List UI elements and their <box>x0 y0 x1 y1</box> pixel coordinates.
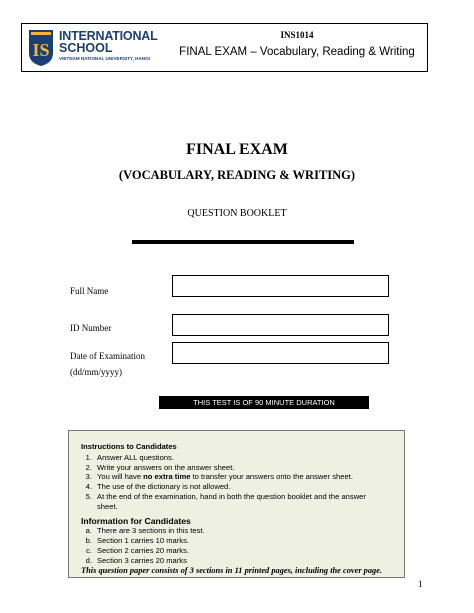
date-format-label: (dd/mm/yyyy) <box>70 367 122 377</box>
page-title: FINAL EXAM <box>186 141 288 158</box>
list-item-number: b. <box>85 536 92 546</box>
course-code: INS1014 <box>280 30 314 40</box>
duration-banner: THIS TEST IS OF 90 MINUTE DURATION <box>159 396 369 409</box>
list-item-number: d. <box>85 555 92 565</box>
full-name-field[interactable] <box>172 275 389 297</box>
information-heading: Information for Candidates <box>81 515 191 526</box>
list-item-text: Section 2 carries 20 marks. <box>97 545 190 555</box>
list-item-text: Section 3 carries 20 marks <box>97 555 187 565</box>
list-item-number: 3. <box>85 472 92 482</box>
list-item <box>81 536 404 546</box>
full-name-label: Full Name <box>70 286 109 296</box>
svg-text:IS: IS <box>32 40 50 60</box>
paper-info-note: This question paper consists of 3 sections in 11 printed pages, including the cover page. <box>81 565 383 575</box>
list-item-text: Answer ALL questions. <box>97 452 174 462</box>
list-item <box>81 453 404 463</box>
list-item-emphasis: no extra time <box>143 472 191 482</box>
list-item-text: Section 1 carries 10 marks. <box>97 536 190 546</box>
list-item-text <box>97 472 404 482</box>
instructions-box <box>68 430 405 578</box>
id-number-label: ID Number <box>70 323 112 333</box>
page-number: 1 <box>418 579 423 589</box>
list-item-text-pre: You will have <box>97 472 144 482</box>
list-item-number: 1. <box>85 452 92 462</box>
list-item-text-post: to transfer your answers onto the answer sheet. <box>190 472 353 482</box>
id-number-field[interactable] <box>172 314 389 336</box>
list-item-text: The use of the dictionary is not allowed. <box>97 482 231 492</box>
list-item-text: Write your answers on the answer sheet. <box>97 462 235 472</box>
instructions-heading: Instructions to Candidates <box>81 442 177 451</box>
list-item <box>81 463 404 473</box>
booklet-label: QUESTION BOOKLET <box>187 208 287 219</box>
list-item <box>81 472 404 482</box>
list-item <box>81 546 404 556</box>
list-item <box>81 492 404 512</box>
page-subtitle: (VOCABULARY, READING & WRITING) <box>118 168 356 182</box>
list-item-number: a. <box>85 526 92 536</box>
shield-icon <box>28 29 54 67</box>
list-item-number: 2. <box>85 462 92 472</box>
logo-text-line2: SCHOOL <box>59 41 113 55</box>
list-item-number: 4. <box>85 482 92 492</box>
list-item <box>81 526 404 536</box>
school-logo <box>28 29 168 67</box>
header-title: FINAL EXAM – Vocabulary, Reading & Writing <box>179 46 415 58</box>
list-item <box>81 482 404 492</box>
list-item-number: 5. <box>85 491 92 501</box>
logo-text-line3: VIETNAM NATIONAL UNIVERSITY, HANOI <box>59 56 150 61</box>
divider-rule <box>132 240 354 244</box>
date-field[interactable] <box>172 342 389 364</box>
list-item-text: There are 3 sections in this test. <box>97 526 205 536</box>
header-box <box>21 23 428 72</box>
list-item <box>81 556 404 566</box>
date-label: Date of Examination <box>70 351 145 361</box>
logo-text-line1: INTERNATIONAL <box>59 29 158 43</box>
list-item-number: c. <box>86 545 92 555</box>
list-item-text: At the end of the examination, hand in both the question booklet and the answer sheet. <box>97 491 366 511</box>
